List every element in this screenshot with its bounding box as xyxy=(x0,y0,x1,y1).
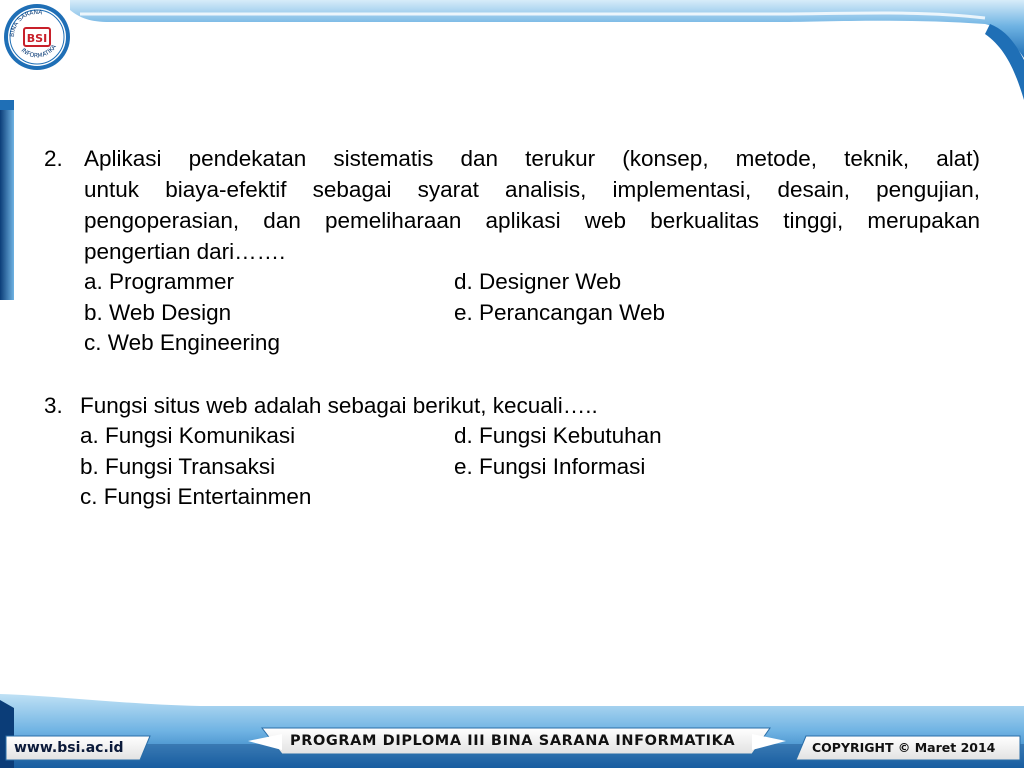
question-2-line-1: Aplikasi pendekatan sistematis dan terukur (konsep, metode, teknik, alat) xyxy=(84,146,980,171)
footer-copyright: COPYRIGHT © Maret 2014 xyxy=(812,740,996,755)
question-2-number: 2. xyxy=(44,146,63,171)
svg-text:BINA SARANA: BINA SARANA xyxy=(8,8,43,38)
question-2-option-c: c. Web Engineering xyxy=(84,330,280,355)
question-3-option-d: d. Fungsi Kebutuhan xyxy=(454,423,662,448)
question-2-option-d: d. Designer Web xyxy=(454,269,622,294)
question-2-line-4: pengertian dari……. xyxy=(84,239,286,264)
question-2-line-2: untuk biaya-efektif sebagai syarat analisis, implementasi, desain, pengujian, xyxy=(84,177,980,202)
question-2-line-3: pengoperasian, dan pemeliharaan aplikasi web berkualitas tinggi, merupakan xyxy=(84,208,980,233)
question-2-option-a: a. Programmer xyxy=(84,269,235,294)
footer-url: www.bsi.ac.id xyxy=(14,740,124,756)
footer-decorative-band xyxy=(0,688,1024,768)
question-3-option-b: b. Fungsi Transaksi xyxy=(80,454,276,479)
question-3-number: 3. xyxy=(44,393,63,418)
question-2-option-e: e. Perancangan Web xyxy=(454,300,665,325)
footer-program-title: PROGRAM DIPLOMA III BINA SARANA INFORMATIKA xyxy=(290,733,736,749)
svg-text:INFORMATIKA: INFORMATIKA xyxy=(19,43,58,60)
question-3-option-c: c. Fungsi Entertainmen xyxy=(80,484,312,509)
question-3-option-e: e. Fungsi Informasi xyxy=(454,454,646,479)
svg-text:BSI: BSI xyxy=(26,32,48,45)
question-3-text: Fungsi situs web adalah sebagai berikut, kecuali….. xyxy=(80,393,598,418)
question-3-option-a: a. Fungsi Komunikasi xyxy=(80,423,296,448)
question-2-option-b: b. Web Design xyxy=(84,300,232,325)
